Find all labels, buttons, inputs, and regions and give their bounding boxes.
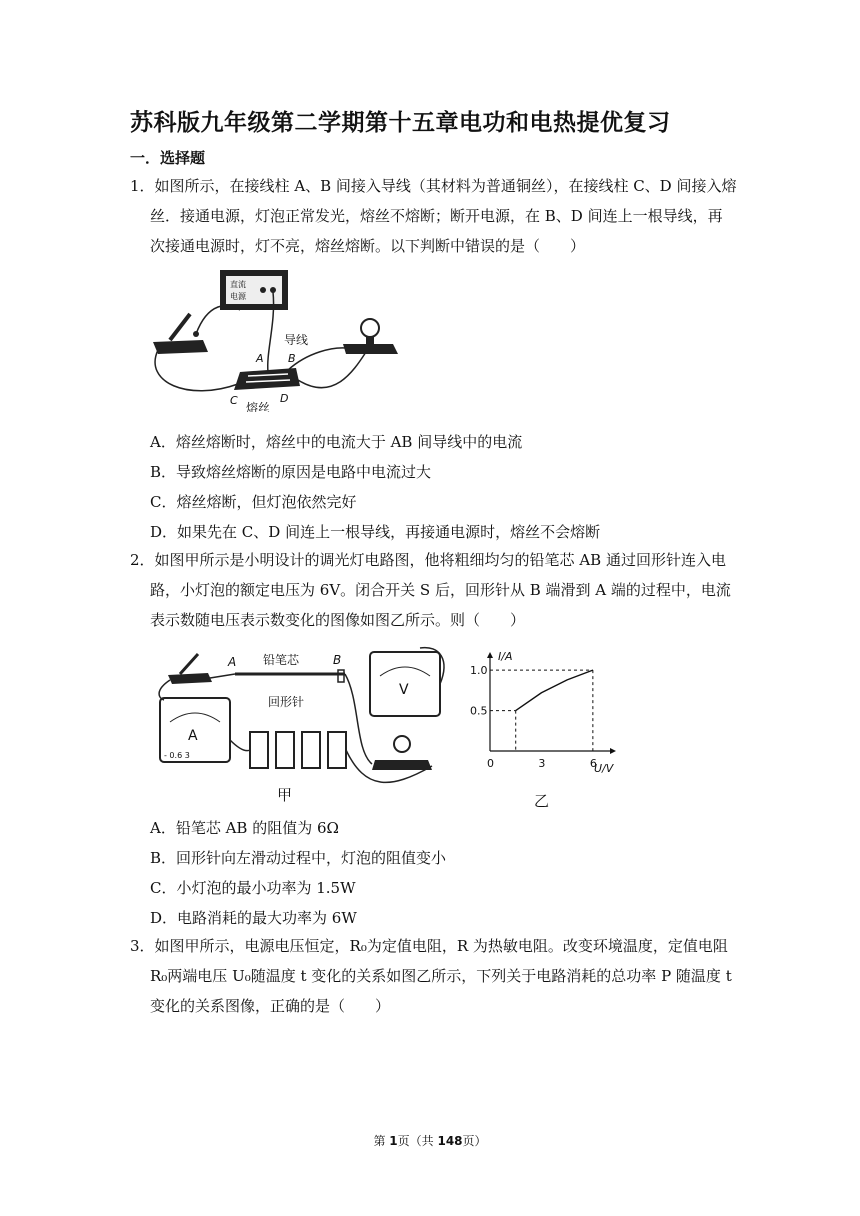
page-title: 苏科版九年级第二学期第十五章电功和电热提优复习 (130, 110, 671, 136)
battery-icon (276, 732, 294, 768)
y-axis-arrow-icon (487, 652, 493, 658)
section-heading: 一．选择题 (130, 149, 206, 167)
bulb-icon (394, 736, 410, 752)
q2-graph-yi (468, 646, 618, 811)
switch-icon (153, 340, 208, 354)
q2-option-b: B．回形针向左滑动过程中，灯泡的阻值变小 (150, 849, 447, 867)
q1-line-3: 次接通电源时，灯不亮，熔丝熔断。以下判断中错误的是（ ） (150, 237, 586, 255)
current-page-number: 1 (389, 1134, 398, 1148)
q2-option-c: C．小灯泡的最小功率为 1.5W (150, 879, 356, 897)
q3-line-2: R₀两端电压 U₀随温度 t 变化的关系如图乙所示，下列关于电路消耗的总功率 P 随温度 t (150, 967, 732, 985)
svg-text:电源: 电源 (230, 292, 246, 301)
svg-text:A: A (228, 655, 237, 669)
q1-option-d: D．如果先在 C、D 间连上一根导线，再接通电源时，熔丝不会熔断 (150, 523, 601, 541)
svg-text:B: B (333, 653, 342, 667)
svg-text:甲: 甲 (277, 786, 293, 804)
q1-line-1: 1．如图所示，在接线柱 A、B 间接入导线（其材料为普通铜丝），在接线柱 C、D 间接入熔 (130, 177, 737, 195)
q1-option-c: C．熔丝熔断，但灯泡依然完好 (150, 493, 357, 511)
svg-text:D: D (280, 392, 289, 405)
x-tick-label: 0 (487, 757, 494, 770)
q2-option-d: D．电路消耗的最大功率为 6W (150, 909, 357, 927)
svg-text:C: C (230, 394, 238, 407)
q1-circuit-figure (148, 262, 408, 412)
battery-icon (328, 732, 346, 768)
series-line (516, 670, 593, 710)
x-axis-arrow-icon (610, 748, 616, 754)
q2-circuit-figure-jia (150, 640, 450, 810)
q2-line-1: 2．如图甲所示是小明设计的调光灯电路图，他将粗细均匀的铅笔芯 AB 通过回形针连入电 (130, 551, 726, 569)
battery-icon (250, 732, 268, 768)
q1-line-2: 丝．接通电源，灯泡正常发光，熔丝不熔断；断开电源，在 B、D 间连上一根导线，再 (150, 207, 723, 225)
x-tick-label: 6 (589, 757, 597, 770)
bulb-icon (361, 319, 379, 337)
svg-text:A: A (188, 728, 198, 744)
x-tick-label: 3 (538, 757, 546, 770)
svg-text:- 0.6 3: - 0.6 3 (164, 751, 190, 760)
q2-line-3: 表示数随电压表示数变化的图像如图乙所示。则（ ） (150, 611, 526, 629)
lamp-base-icon (372, 760, 432, 770)
lamp-base-icon (343, 344, 398, 354)
y-axis-label: I/A (498, 650, 513, 663)
svg-text:V: V (399, 682, 409, 698)
svg-text:铅笔芯: 铅笔芯 (263, 653, 300, 667)
battery-icon (302, 732, 320, 768)
q3-line-3: 变化的关系图像，正确的是（ ） (150, 997, 391, 1015)
paper-clip-icon (338, 670, 344, 682)
fuse-board-icon (234, 368, 300, 390)
q1-option-a: A．熔丝熔断时，熔丝中的电流大于 AB 间导线中的电流 (150, 433, 523, 451)
svg-text:导线: 导线 (284, 333, 309, 347)
y-tick-label: 0.5 (470, 704, 488, 718)
chart-caption: 乙 (534, 792, 550, 810)
svg-text:A: A (256, 352, 264, 365)
total-page-count: 148 (437, 1134, 463, 1148)
svg-text:回形针: 回形针 (268, 695, 305, 709)
q1-option-b: B．导致熔丝熔断的原因是电路中电流过大 (150, 463, 432, 481)
svg-text:B: B (288, 352, 296, 365)
svg-text:直流: 直流 (230, 280, 246, 289)
q2-option-a: A．铅笔芯 AB 的阻值为 6Ω (150, 819, 339, 837)
x-axis-label: U/V (594, 762, 614, 775)
page-footer: 第 1页（共 148页） (373, 1134, 487, 1148)
switch-icon (168, 673, 212, 684)
y-tick-label: 1.0 (470, 664, 488, 678)
q2-line-2: 路，小灯泡的额定电压为 6V。闭合开关 S 后，回形针从 B 端滑到 A 端的过程中，电流 (150, 581, 731, 599)
q3-line-1: 3．如图甲所示，电源电压恒定，R₀为定值电阻，R 为热敏电阻。改变环境温度，定值电阻 (130, 937, 728, 955)
svg-text:熔丝: 熔丝 (246, 401, 271, 412)
